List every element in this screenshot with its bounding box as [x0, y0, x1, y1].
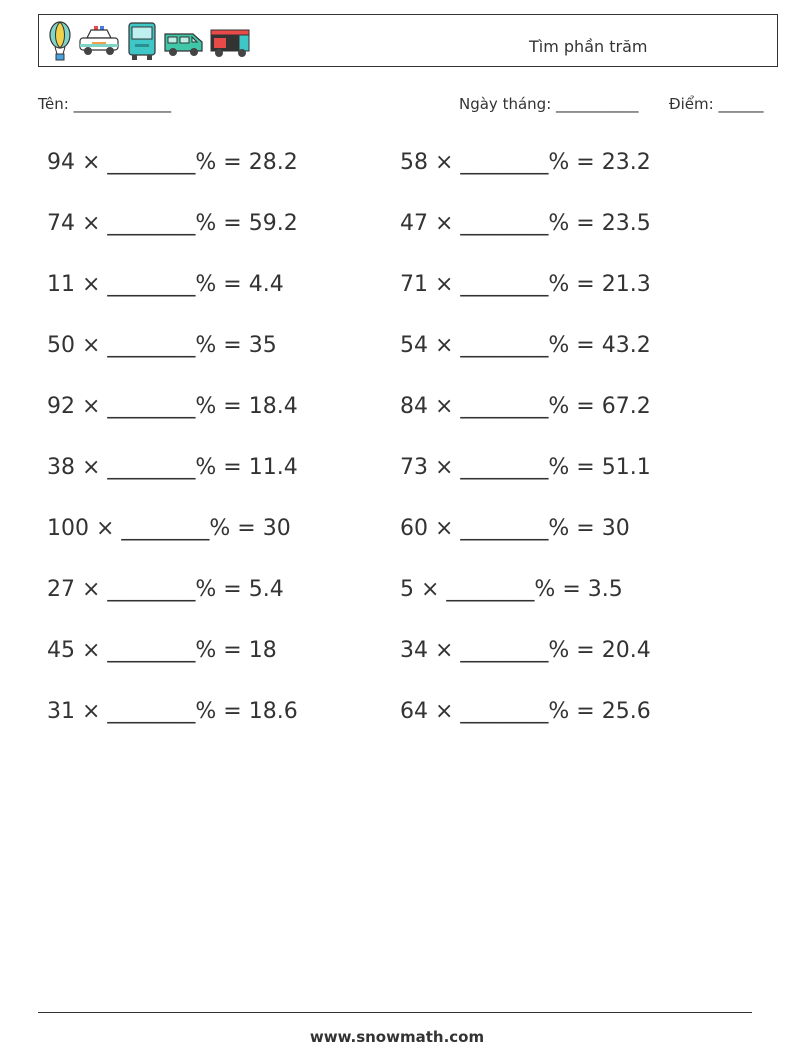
footer-divider — [38, 1012, 752, 1013]
problem-right-2[interactable]: 47 × ________% = 23.5 — [400, 211, 651, 236]
police-car-icon — [77, 20, 121, 62]
score-field[interactable]: Điểm: ______ — [669, 95, 764, 113]
problem-left-8[interactable]: 27 × ________% = 5.4 — [47, 577, 284, 602]
footer-website[interactable]: www.snowmath.com — [309, 1028, 485, 1046]
problem-right-7[interactable]: 60 × ________% = 30 — [400, 516, 630, 541]
problem-left-2[interactable]: 74 × ________% = 59.2 — [47, 211, 298, 236]
problem-right-3[interactable]: 71 × ________% = 21.3 — [400, 272, 651, 297]
problem-left-4[interactable]: 50 × ________% = 35 — [47, 333, 277, 358]
bus-icon — [125, 20, 159, 62]
problem-right-8[interactable]: 5 × ________% = 3.5 — [400, 577, 623, 602]
problem-left-9[interactable]: 45 × ________% = 18 — [47, 638, 277, 663]
truck-icon — [209, 20, 251, 62]
problem-left-5[interactable]: 92 × ________% = 18.4 — [47, 394, 298, 419]
problem-left-10[interactable]: 31 × ________% = 18.6 — [47, 699, 298, 724]
problem-right-1[interactable]: 58 × ________% = 23.2 — [400, 150, 651, 175]
problem-right-10[interactable]: 64 × ________% = 25.6 — [400, 699, 651, 724]
header-icons — [47, 20, 251, 62]
date-field[interactable]: Ngày tháng: ___________ — [459, 95, 639, 113]
problem-left-3[interactable]: 11 × ________% = 4.4 — [47, 272, 284, 297]
problem-left-7[interactable]: 100 × ________% = 30 — [47, 516, 291, 541]
hot-air-balloon-icon — [47, 20, 73, 62]
problem-left-6[interactable]: 38 × ________% = 11.4 — [47, 455, 298, 480]
problem-left-1[interactable]: 94 × ________% = 28.2 — [47, 150, 298, 175]
problem-right-5[interactable]: 84 × ________% = 67.2 — [400, 394, 651, 419]
problem-right-6[interactable]: 73 × ________% = 51.1 — [400, 455, 651, 480]
van-icon — [163, 20, 205, 62]
worksheet-title: Tìm phần trăm — [529, 37, 648, 56]
worksheet-header — [38, 14, 778, 67]
problem-right-9[interactable]: 34 × ________% = 20.4 — [400, 638, 651, 663]
problem-right-4[interactable]: 54 × ________% = 43.2 — [400, 333, 651, 358]
name-field[interactable]: Tên: _____________ — [38, 95, 172, 113]
